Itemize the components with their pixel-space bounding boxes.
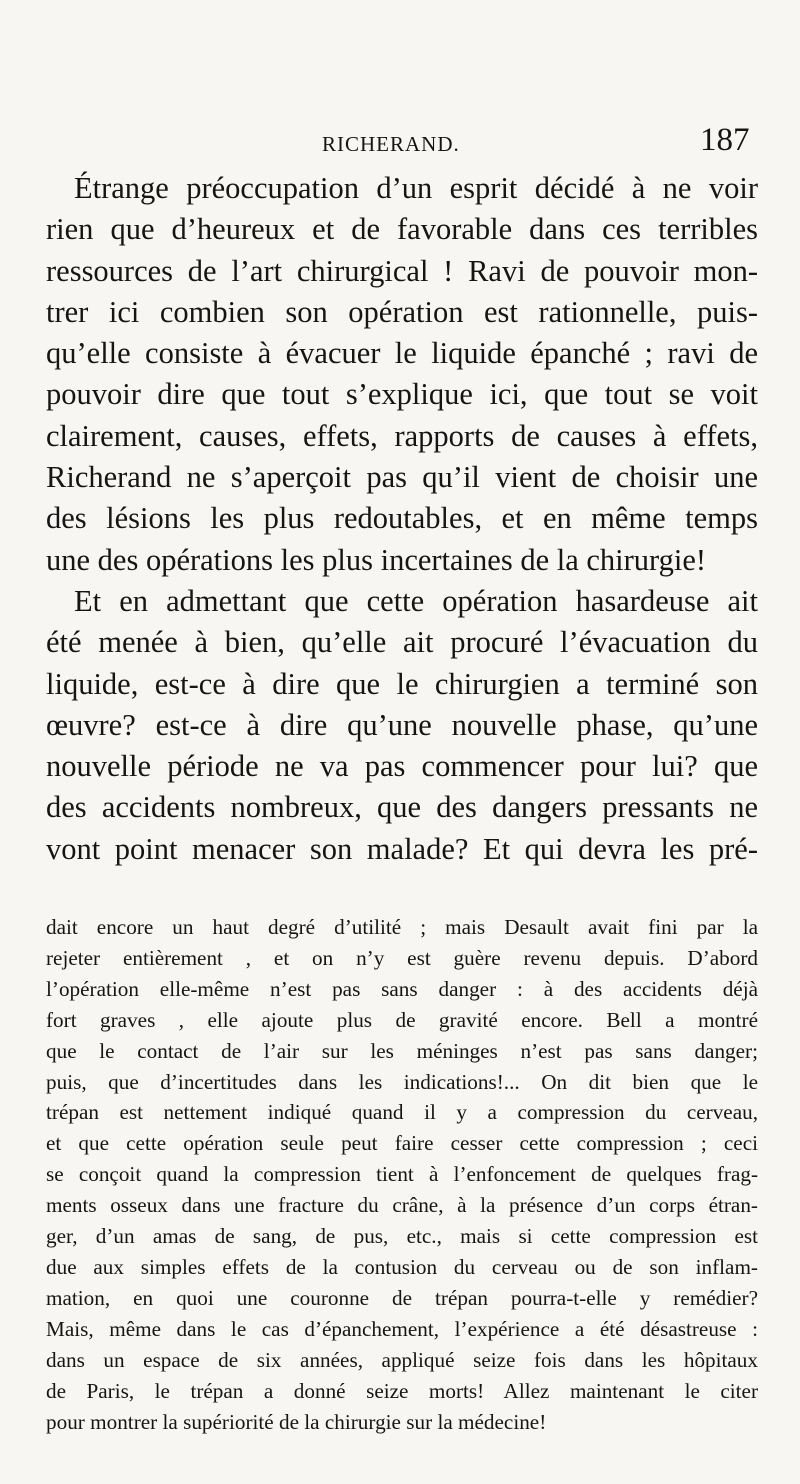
- main-text-line: trer ici combien son opération est rationnelle, puis-: [46, 294, 758, 329]
- main-text-line: des lésions les plus redoutables, et en même temps: [46, 501, 758, 536]
- footnote-line: ments osseux dans une fracture du crâne, à la présence d’un corps étran-: [46, 1193, 758, 1218]
- main-text-line: une des opérations les plus incertaines de la chirurgie!: [46, 542, 707, 577]
- footnote-line: fort graves , elle ajoute plus de gravité encore. Bell a montré: [46, 1007, 758, 1032]
- footnote-line: dans un espace de six années, appliqué seize fois dans les hôpitaux: [46, 1347, 758, 1372]
- running-head: [0, 122, 800, 162]
- footnote-line: puis, que d’incertitudes dans les indications!... On dit bien que le: [46, 1069, 758, 1094]
- footnote-line: ger, d’un amas de sang, de pus, etc., mais si cette compression est: [46, 1224, 758, 1249]
- footnote-line: pour montrer la supériorité de la chirurgie sur la médecine!: [46, 1409, 547, 1434]
- footnote-line: mation, en quoi une couronne de trépan pourra-t-elle y remédier?: [46, 1285, 758, 1310]
- main-text-line: qu’elle consiste à évacuer le liquide épanché ; ravi de: [46, 336, 758, 371]
- footnote-line: de Paris, le trépan a donné seize morts! Allez maintenant le citer: [46, 1378, 758, 1403]
- main-text-line: clairement, causes, effets, rapports de causes à effets,: [46, 418, 758, 453]
- main-text-line: Richerand ne s’aperçoit pas qu’il vient de choisir une: [46, 460, 758, 495]
- main-text-line: Étrange préoccupation d’un esprit décidé à ne voir: [74, 171, 758, 205]
- main-text-line: rien que d’heureux et de favorable dans ces terribles: [46, 212, 758, 247]
- footnote-line: Mais, même dans le cas d’épanchement, l’expérience a été désastreuse :: [46, 1316, 758, 1341]
- footnote-line: se conçoit quand la compression tient à l’enfoncement de quelques frag-: [46, 1162, 758, 1187]
- main-text-line: vont point menacer son malade? Et qui devra les pré-: [46, 831, 758, 866]
- main-text-line: des accidents nombreux, que des dangers pressants ne: [46, 790, 758, 825]
- main-text-line: nouvelle période ne va pas commencer pour lui? que: [46, 749, 758, 784]
- footnote-body: [46, 912, 758, 1437]
- footnote-line: que le contact de l’air sur les méninges n’est pas sans danger;: [46, 1038, 758, 1063]
- footnote-line: rejeter entièrement , et on n’y est guère revenu depuis. D’abord: [46, 945, 758, 970]
- footnote-line: trépan est nettement indiqué quand il y a compression du cerveau,: [46, 1100, 758, 1125]
- main-text-line: liquide, est-ce à dire que le chirurgien a terminé son: [46, 666, 758, 701]
- footnote-line: dait encore un haut degré d’utilité ; mais Desault avait fini par la: [46, 915, 758, 939]
- footnote-line: l’opération elle-même n’est pas sans danger : à des accidents déjà: [46, 976, 758, 1001]
- main-text-line: œuvre? est-ce à dire qu’une nouvelle phase, qu’une: [46, 707, 758, 742]
- running-head-title: RICHERAND.: [322, 132, 460, 156]
- main-text-line: été menée à bien, qu’elle ait procuré l’évacuation du: [46, 625, 758, 660]
- main-text-body: [46, 168, 758, 870]
- page-number: 187: [700, 122, 750, 158]
- main-text-line: ressources de l’art chirurgical ! Ravi de pouvoir mon-: [46, 253, 758, 288]
- main-text-line: Et en admettant que cette opération hasardeuse ait: [74, 583, 758, 618]
- footnote-line: et que cette opération seule peut faire cesser cette compression ; ceci: [46, 1131, 758, 1156]
- footnote-line: due aux simples effets de la contusion du cerveau ou de son inflam-: [46, 1254, 758, 1279]
- main-text-line: pouvoir dire que tout s’explique ici, que tout se voit: [46, 377, 758, 412]
